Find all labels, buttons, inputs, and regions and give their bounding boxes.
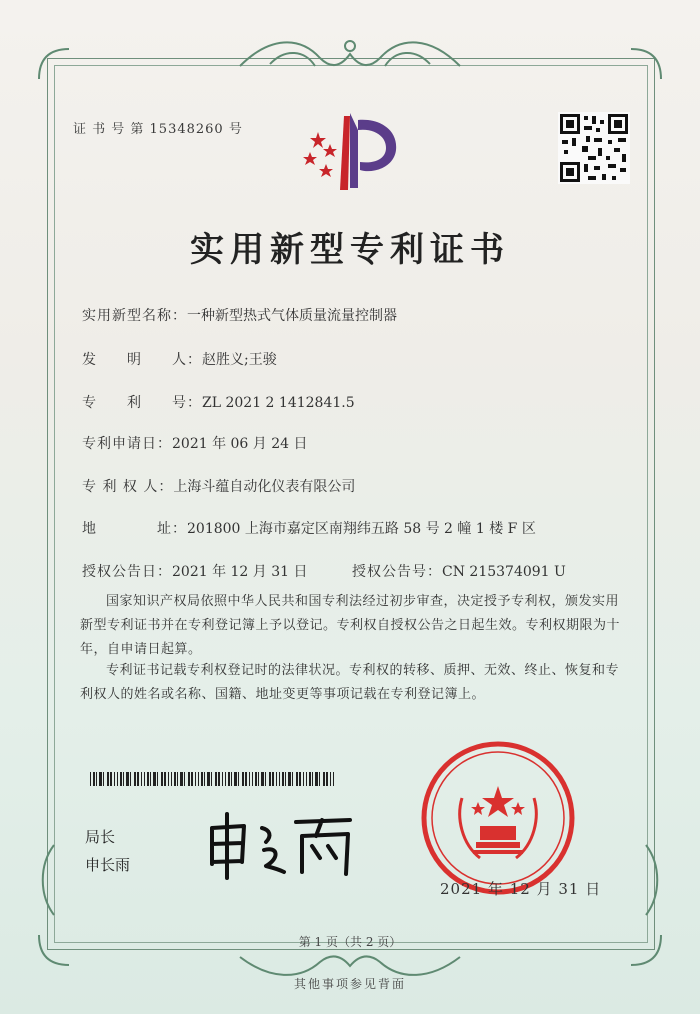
director-signature bbox=[200, 806, 370, 881]
field-grant-number bbox=[352, 561, 566, 581]
field-grant-date bbox=[82, 561, 308, 581]
official-title: 局长 bbox=[85, 828, 116, 846]
field-value: CN 215374091 U bbox=[442, 564, 566, 580]
field-value: 201800 上海市嘉定区南翔纬五路 58 号 2 幢 1 楼 F 区 bbox=[187, 521, 536, 537]
field-value: 2021 年 12 月 31 日 bbox=[172, 564, 308, 580]
field-label: 实用新型名称： bbox=[82, 308, 187, 324]
field-value: 赵胜义;王骏 bbox=[202, 352, 277, 368]
certificate-title: 实用新型专利证书 bbox=[190, 230, 510, 270]
field-patentee bbox=[82, 476, 355, 496]
field-inventor bbox=[82, 349, 277, 369]
field-value: 2021 年 06 月 24 日 bbox=[172, 436, 308, 452]
certificate-paragraph: 专利证书记载专利权登记时的法律状况。专利权的转移、质押、无效、终止、恢复和专利权人的姓名或名称、国籍、地址变更等事项记载在专利登记簿上。 bbox=[80, 663, 620, 702]
side-ornament bbox=[34, 840, 64, 920]
field-label: 专利申请日： bbox=[82, 436, 172, 452]
corner-ornament bbox=[34, 44, 74, 84]
certificate-paragraph: 国家知识产权局依照中华人民共和国专利法经过初步审查，决定授予专利权，颁发实用新型专利证书并在专利登记簿上予以登记。专利权自授权公告之日起生效。专利权期限为十年，自申请日起算。 bbox=[80, 594, 621, 657]
field-filing-date bbox=[82, 433, 308, 453]
official-seal-icon bbox=[418, 738, 578, 898]
certificate-number: 证 书 号 第 15348260 号 bbox=[73, 122, 243, 137]
field-label: 授权公告号： bbox=[352, 564, 442, 580]
field-label: 发 明 人： bbox=[82, 352, 202, 368]
barcode-icon bbox=[90, 772, 340, 786]
field-patent-number bbox=[82, 392, 355, 412]
seal-date: 2021 年 12 月 31 日 bbox=[440, 880, 602, 898]
back-note: 其他事项参见背面 bbox=[293, 977, 406, 991]
field-label: 授权公告日： bbox=[82, 564, 172, 580]
qr-code-icon bbox=[558, 112, 630, 184]
corner-ornament bbox=[626, 44, 666, 84]
field-address bbox=[82, 518, 536, 538]
field-label: 地 址： bbox=[82, 521, 187, 537]
official-name: 申长雨 bbox=[85, 856, 131, 874]
field-utility-model-name bbox=[82, 305, 397, 325]
field-label: 专 利 号： bbox=[82, 395, 202, 411]
field-value: ZL 2021 2 1412841.5 bbox=[202, 395, 355, 411]
side-ornament bbox=[636, 840, 666, 920]
field-label: 专 利 权 人： bbox=[82, 479, 174, 495]
page-number: 第 1 页（共 2 页） bbox=[298, 935, 402, 949]
cnipa-logo-icon bbox=[300, 108, 410, 193]
field-value: 上海斗蕴自动化仪表有限公司 bbox=[173, 479, 356, 495]
top-ornament bbox=[230, 36, 470, 76]
field-value: 一种新型热式气体质量流量控制器 bbox=[187, 308, 397, 324]
